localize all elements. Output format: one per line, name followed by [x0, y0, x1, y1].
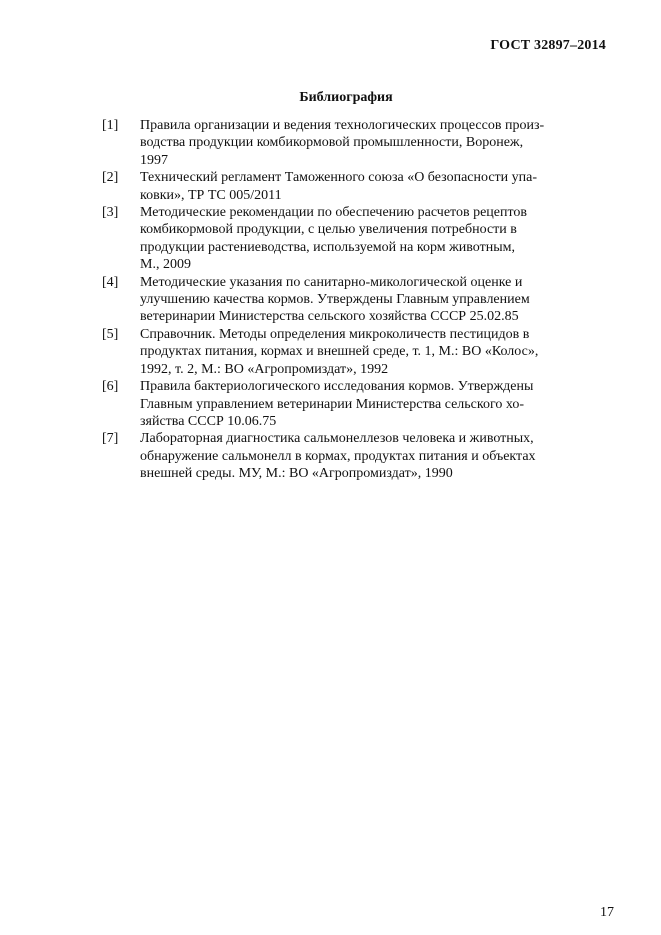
- bibliography-list: [102, 117, 592, 483]
- bibliography-entry-text: Правила организации и ведения технологических процессов произ- водства продукции комбикормовой промышленности, Воронеж, 1997: [140, 118, 545, 168]
- bibliography-entry-number: [4]: [102, 274, 119, 290]
- bibliography-entry-number: [2]: [102, 170, 119, 186]
- bibliography-entry-number: [1]: [102, 118, 119, 133]
- document-code: ГОСТ 32897–2014: [490, 38, 606, 53]
- bibliography-entry: [102, 117, 592, 169]
- bibliography-entry: [102, 204, 592, 274]
- page-number: 17: [600, 905, 614, 920]
- bibliography-entry: [102, 274, 592, 326]
- bibliography-entry-number: [5]: [102, 326, 119, 342]
- bibliography-entry: [102, 430, 592, 482]
- bibliography-entry-text: Методические указания по санитарно-микологической оценке и улучшению качества кормов. Утверждены Главным управлением ветеринарии Министерства сельского хозяйства СССР 25.02.85: [140, 274, 530, 325]
- bibliography-entry-text: Справочник. Методы определения микроколичеств пестицидов в продуктах питания, кормах и внешней среде, т. 1, М.: ВО «Колос», 1992, т. 2, М.: ВО «Агропромиздат», 1992: [140, 326, 539, 377]
- bibliography-entry-number: [3]: [102, 205, 119, 221]
- bibliography-entry-text: Лабораторная диагностика сальмонеллезов человека и животных, обнаружение сальмонелл в кормах, продуктах питания и объектах внешней среды. МУ, М.: ВО «Агропромиздат», 1990: [140, 431, 536, 482]
- bibliography-entry: [102, 326, 592, 378]
- bibliography-entry: [102, 378, 592, 430]
- bibliography-entry-text: Правила бактериологического исследования кормов. Утверждены Главным управлением ветеринарии Министерства сельского хо- зяйства СССР 10.06.75: [140, 379, 534, 429]
- bibliography-entry-number: [6]: [102, 379, 119, 395]
- bibliography-entry-text: Методические рекомендации по обеспечению расчетов рецептов комбикормовой продукции, с целью увеличения потребности в продукции растениеводства, используемой на корм животным, М., 2009: [140, 205, 528, 273]
- bibliography-entry-text: Технический регламент Таможенного союза «О безопасности упа- ковки», ТР ТС 005/2011: [140, 170, 538, 203]
- bibliography-entry-number: [7]: [102, 431, 119, 447]
- bibliography-entry: [102, 169, 592, 204]
- bibliography-title: Библиография: [299, 90, 393, 105]
